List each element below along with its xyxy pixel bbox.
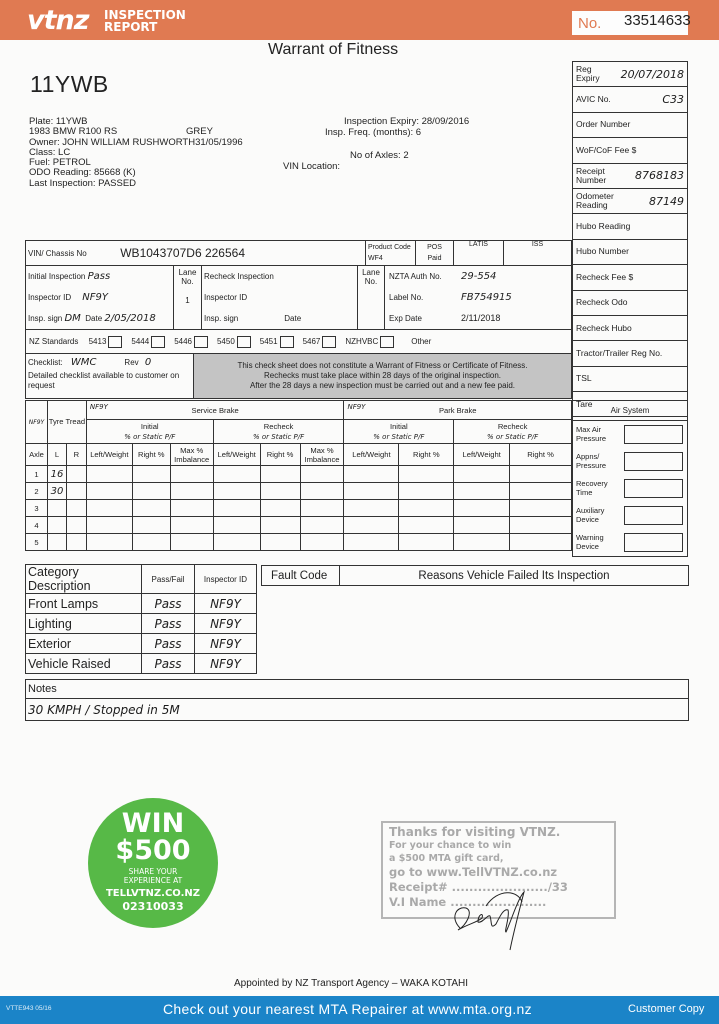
vehicle-info bbox=[29, 117, 243, 189]
odo-reading: ODO Reading: 85668 (K) bbox=[29, 167, 136, 179]
air-system-label: Auxiliary Device bbox=[576, 506, 605, 524]
brake-value-cell bbox=[344, 483, 399, 500]
checklist-label: Checklist: bbox=[28, 358, 63, 367]
fault-reasons-header: Reasons Vehicle Failed Its Inspection bbox=[340, 566, 689, 586]
brake-inspector-corner: NF9Y bbox=[26, 401, 48, 444]
standard-label: 5450 bbox=[216, 336, 235, 346]
right-panel-label: Odometer Reading bbox=[573, 188, 618, 213]
standard-label: 5446 bbox=[174, 336, 192, 346]
right-panel-row bbox=[573, 87, 688, 112]
tread-left: 30 bbox=[47, 483, 66, 500]
fault-table bbox=[261, 565, 689, 586]
axle-number: 4 bbox=[26, 517, 48, 534]
inspection-expiry: Inspection Expiry: 28/09/2016 bbox=[344, 116, 470, 127]
checklist-cell bbox=[26, 354, 194, 399]
plate: Plate: 11YWB bbox=[29, 116, 88, 127]
initial-inspection-value: Pass bbox=[87, 271, 111, 282]
axle-row bbox=[26, 500, 572, 517]
right-panel-row bbox=[573, 62, 688, 87]
win-500-badge bbox=[88, 798, 218, 928]
standard-checkbox[interactable] bbox=[151, 336, 165, 348]
brake-value-cell bbox=[344, 466, 399, 483]
standards-table bbox=[25, 329, 572, 354]
brake-value-cell bbox=[300, 534, 344, 551]
service-recheck-imbalance-header: Max % Imbalance bbox=[300, 444, 344, 466]
brake-value-cell bbox=[132, 500, 170, 517]
category-row bbox=[26, 614, 257, 634]
fuel: Fuel: PETROL bbox=[29, 157, 91, 169]
air-system-input-box[interactable] bbox=[624, 533, 683, 552]
service-brake-label: Service Brake bbox=[191, 405, 239, 415]
right-panel-row bbox=[573, 214, 688, 239]
standard-checkbox[interactable] bbox=[237, 336, 251, 348]
product-code-label: Product Code bbox=[368, 244, 411, 251]
brake-table bbox=[25, 400, 572, 551]
rev-value: 0 bbox=[144, 357, 152, 368]
vtnz-logo: vtnz bbox=[27, 5, 89, 36]
inspector-signature bbox=[448, 878, 538, 958]
right-panel-label: Recheck Fee $ bbox=[573, 265, 688, 290]
standard-option[interactable] bbox=[303, 337, 340, 346]
standard-label: 5467 bbox=[302, 336, 321, 346]
initial-inspection-cell bbox=[26, 266, 174, 330]
right-panel-row bbox=[573, 138, 688, 163]
notice-cell bbox=[194, 354, 572, 399]
pass-fail-header: Pass/Fail bbox=[142, 565, 195, 594]
park-recheck-label: Recheck bbox=[497, 421, 528, 431]
badge-share: SHARE YOUR bbox=[128, 867, 178, 876]
brake-value-cell bbox=[86, 500, 132, 517]
lane-label: Lane No. bbox=[178, 268, 197, 286]
right-panel-label: Order Number bbox=[573, 112, 688, 137]
brake-value-cell bbox=[454, 466, 510, 483]
thanks-line-2: For your chance to win bbox=[389, 840, 512, 851]
right-panel-row bbox=[573, 239, 688, 264]
brake-value-cell bbox=[300, 466, 344, 483]
park-recheck-note: % or Static P/F bbox=[487, 432, 539, 441]
brake-value-cell bbox=[260, 517, 300, 534]
brake-value-cell bbox=[510, 500, 572, 517]
category-description: Exterior bbox=[26, 634, 142, 654]
report-number: 33514633 bbox=[624, 12, 691, 29]
tread-left bbox=[47, 534, 66, 551]
service-initial-label: Initial bbox=[140, 421, 159, 431]
right-panel-label: Recheck Odo bbox=[573, 290, 688, 315]
air-system-row bbox=[573, 529, 687, 556]
recheck-cell bbox=[202, 266, 358, 330]
brake-value-cell bbox=[170, 517, 213, 534]
vin-cell bbox=[26, 241, 366, 266]
tread-right bbox=[66, 483, 86, 500]
initial-inspection-label: Initial Inspection bbox=[28, 272, 86, 281]
standard-option[interactable] bbox=[131, 337, 168, 346]
air-system-header: Air System bbox=[573, 401, 687, 421]
brake-value-cell bbox=[510, 534, 572, 551]
category-description: Lighting bbox=[26, 614, 142, 634]
pos-cell bbox=[416, 241, 454, 266]
last-inspection: Last Inspection: PASSED bbox=[29, 177, 137, 189]
service-recheck-label: Recheck bbox=[263, 421, 294, 431]
vin-location: VIN Location: bbox=[283, 161, 341, 172]
brake-value-cell bbox=[260, 534, 300, 551]
model: 1983 BMW R100 RS bbox=[29, 126, 118, 138]
brake-value-cell bbox=[344, 534, 399, 551]
form-code: VTTE943 05/16 bbox=[6, 1005, 52, 1012]
park-initial-label: Initial bbox=[389, 421, 408, 431]
right-panel-row bbox=[573, 366, 688, 391]
standard-other-label: Other bbox=[411, 336, 432, 346]
park-initial-header bbox=[344, 420, 454, 444]
axle-number: 5 bbox=[26, 534, 48, 551]
right-panel-row bbox=[573, 341, 688, 366]
brake-value-cell bbox=[86, 517, 132, 534]
lane-cell bbox=[174, 266, 202, 330]
standard-option[interactable] bbox=[260, 337, 297, 346]
tread-left: 16 bbox=[47, 466, 66, 483]
recheck-lane-label: Lane No. bbox=[358, 266, 385, 330]
brake-value-cell bbox=[213, 517, 260, 534]
tyre-tread-header: Tyre Tread bbox=[47, 401, 86, 444]
brake-value-cell bbox=[510, 483, 572, 500]
insp-sign-label: Insp. sign bbox=[28, 314, 63, 323]
colour: GREY bbox=[186, 126, 213, 138]
report-number-box bbox=[572, 11, 691, 35]
recheck-sign-label: Insp. sign bbox=[204, 314, 239, 323]
category-result: Pass bbox=[142, 594, 195, 614]
standard-label: 5444 bbox=[131, 336, 150, 346]
thanks-line-1: Thanks for visiting VTNZ. bbox=[389, 825, 561, 839]
logo-subtitle-line2: REPORT bbox=[104, 20, 158, 34]
right-panel-value: C33 bbox=[618, 87, 688, 112]
brake-value-cell bbox=[454, 500, 510, 517]
notice-line-3: After the 28 days a new inspection must be carried out and a new fee paid. bbox=[249, 381, 516, 390]
right-panel-row bbox=[573, 290, 688, 315]
category-inspector: NF9Y bbox=[195, 654, 257, 674]
standard-option[interactable] bbox=[345, 337, 397, 346]
rev-label: Rev bbox=[124, 358, 139, 367]
thanks-line-3: a $500 MTA gift card, bbox=[389, 853, 504, 864]
tread-right bbox=[66, 517, 86, 534]
brake-value-cell bbox=[454, 517, 510, 534]
service-recheck-header bbox=[213, 420, 344, 444]
latis-cell: LATIS bbox=[454, 241, 504, 266]
brake-value-cell bbox=[132, 483, 170, 500]
product-code-cell bbox=[366, 241, 416, 266]
class: Class: LC bbox=[29, 146, 71, 158]
right-panel-label: AVIC No. bbox=[573, 87, 618, 112]
right-panel-row bbox=[573, 163, 688, 188]
air-system-label: Recovery Time bbox=[576, 479, 608, 497]
air-system-label: Max Air Pressure bbox=[576, 425, 607, 443]
iss-cell: ISS bbox=[504, 241, 572, 266]
axle-number: 2 bbox=[26, 483, 48, 500]
service-recheck-right-header: Right % bbox=[260, 444, 300, 466]
recheck-inspector-label: Inspector ID bbox=[204, 293, 248, 302]
axle-number: 3 bbox=[26, 500, 48, 517]
air-system-input-box[interactable] bbox=[624, 506, 683, 525]
brake-value-cell bbox=[86, 534, 132, 551]
right-panel-label: Tare bbox=[573, 392, 688, 417]
park-recheck-right-header: Right % bbox=[510, 444, 572, 466]
exp-date: 2/11/2018 bbox=[461, 313, 501, 323]
standards-label: NZ Standards bbox=[29, 336, 79, 346]
brake-value-cell bbox=[399, 466, 454, 483]
insp-sign: DM bbox=[64, 313, 81, 324]
notice-line-2: Rechecks must take place within 28 days of the original inspection. bbox=[263, 371, 501, 380]
park-initial-left-header: Left/Weight bbox=[344, 444, 399, 466]
standard-checkbox[interactable] bbox=[380, 336, 394, 348]
recheck-date-label: Date bbox=[284, 314, 302, 323]
right-panel-value: 20/07/2018 bbox=[618, 62, 688, 87]
standard-label: 5451 bbox=[259, 336, 278, 346]
air-system-row bbox=[573, 448, 687, 475]
label-no: FB754915 bbox=[461, 292, 512, 303]
air-system-input-box[interactable] bbox=[624, 425, 683, 444]
service-recheck-left-header: Left/Weight bbox=[213, 444, 260, 466]
vin-table bbox=[25, 240, 572, 266]
axle-row bbox=[26, 534, 572, 551]
service-initial-right-header: Right % bbox=[132, 444, 170, 466]
checklist-value: WMC bbox=[70, 357, 97, 368]
brake-value-cell bbox=[170, 500, 213, 517]
brake-value-cell bbox=[510, 517, 572, 534]
inspector-id-label: Inspector ID bbox=[28, 293, 72, 302]
page-title: Warrant of Fitness bbox=[268, 41, 399, 58]
right-panel-row bbox=[573, 112, 688, 137]
tread-left bbox=[47, 500, 66, 517]
nzta-value: 29-554 bbox=[461, 271, 497, 282]
brake-value-cell bbox=[399, 534, 454, 551]
category-inspector: NF9Y bbox=[195, 614, 257, 634]
air-system-row bbox=[573, 475, 687, 502]
service-brake-header bbox=[86, 401, 344, 420]
nzta-label: NZTA Auth No. bbox=[389, 272, 442, 281]
pos-value: Paid bbox=[427, 255, 442, 262]
air-system-label: Warning Device bbox=[576, 533, 604, 551]
standard-option[interactable] bbox=[174, 337, 211, 346]
right-panel-value: 8768183 bbox=[618, 163, 688, 188]
appointed-by: Appointed by NZ Transport Agency – WAKA KOTAHI bbox=[234, 978, 468, 989]
category-inspector-header: Inspector ID bbox=[195, 565, 257, 594]
brake-value-cell bbox=[300, 483, 344, 500]
tread-r-header: R bbox=[66, 444, 86, 466]
badge-url[interactable]: TELLVTNZ.CO.NZ bbox=[105, 888, 201, 899]
thanks-line-4: go to www.TellVTNZ.co.nz bbox=[389, 865, 558, 879]
park-brake-inspector: NF9Y bbox=[347, 403, 366, 411]
inspection-date: 2/05/2018 bbox=[104, 313, 156, 324]
category-description: Vehicle Raised bbox=[26, 654, 142, 674]
inspection-table bbox=[25, 265, 572, 330]
service-initial-note: % or Static P/F bbox=[124, 432, 176, 441]
badge-amount: $500 bbox=[115, 835, 191, 866]
air-system-label: Appns/ Pressure bbox=[576, 452, 607, 470]
right-panel-label: Tractor/Trailer Reg No. bbox=[573, 341, 688, 366]
vin-value: WB1043707D6 226564 bbox=[120, 246, 245, 260]
brake-value-cell bbox=[454, 483, 510, 500]
brake-value-cell bbox=[86, 483, 132, 500]
header-band bbox=[0, 0, 719, 40]
standard-checkbox[interactable] bbox=[322, 336, 336, 348]
tread-right bbox=[66, 466, 86, 483]
brake-value-cell bbox=[132, 534, 170, 551]
brake-value-cell bbox=[170, 534, 213, 551]
checklist-detail: Detailed checklist available to customer on request bbox=[28, 371, 180, 390]
park-recheck-header bbox=[454, 420, 572, 444]
category-row bbox=[26, 634, 257, 654]
tread-right bbox=[66, 500, 86, 517]
notes-value: 30 KMPH / Stopped in 5M bbox=[26, 699, 689, 721]
right-panel-label: TSL bbox=[573, 366, 688, 391]
right-panel-label: WoF/CoF Fee $ bbox=[573, 138, 688, 163]
standard-option[interactable] bbox=[217, 337, 254, 346]
standard-checkbox[interactable] bbox=[280, 336, 294, 348]
category-description: Front Lamps bbox=[26, 594, 142, 614]
category-row bbox=[26, 594, 257, 614]
air-system-row bbox=[573, 421, 687, 448]
badge-win: WIN bbox=[121, 808, 185, 839]
brake-value-cell bbox=[260, 483, 300, 500]
brake-value-cell bbox=[454, 534, 510, 551]
thanks-line-6: V.I Name ...................... bbox=[389, 895, 547, 909]
brake-value-cell bbox=[300, 500, 344, 517]
category-table bbox=[25, 564, 257, 674]
service-initial-imbalance-header: Max % Imbalance bbox=[170, 444, 213, 466]
right-panel-row bbox=[573, 265, 688, 290]
logo-subtitle-line1: INSPECTION bbox=[104, 8, 186, 22]
standard-label: NZHVBC bbox=[345, 336, 379, 346]
logo-subtitle bbox=[104, 9, 186, 33]
park-recheck-left-header: Left/Weight bbox=[454, 444, 510, 466]
thanks-line-5: Receipt# ....................../33 bbox=[389, 880, 568, 894]
category-row bbox=[26, 654, 257, 674]
right-panel-label: Hubo Reading bbox=[573, 214, 688, 239]
date-label: Date bbox=[85, 314, 103, 323]
footer-message[interactable]: Check out your nearest MTA Repairer at www.mta.org.nz bbox=[163, 1001, 532, 1017]
brake-value-cell bbox=[344, 500, 399, 517]
nzta-cell bbox=[385, 266, 572, 330]
right-panel-value: 87149 bbox=[618, 188, 688, 213]
service-recheck-note: % or Static P/F bbox=[253, 432, 305, 441]
category-inspector: NF9Y bbox=[195, 594, 257, 614]
product-code: WF4 bbox=[368, 255, 383, 262]
badge-experience: EXPERIENCE AT bbox=[123, 876, 183, 885]
tread-l-header: L bbox=[47, 444, 66, 466]
brake-value-cell bbox=[213, 500, 260, 517]
service-brake-inspector: NF9Y bbox=[89, 403, 108, 411]
standard-checkbox[interactable] bbox=[108, 336, 122, 348]
report-number-label: No. bbox=[578, 15, 602, 32]
owner: Owner: JOHN WILLIAM RUSHWORTH31/05/1996 bbox=[29, 136, 243, 148]
recheck-inspection-label: Recheck Inspection bbox=[204, 272, 274, 281]
inspector-id: NF9Y bbox=[82, 292, 108, 303]
brake-value-cell bbox=[300, 517, 344, 534]
park-brake-header bbox=[344, 401, 572, 420]
right-panel-label: Receipt Number bbox=[573, 163, 618, 188]
vin-label: VIN/ Chassis No bbox=[28, 248, 87, 258]
brake-value-cell bbox=[399, 483, 454, 500]
right-panel-label: Hubo Number bbox=[573, 239, 688, 264]
brake-value-cell bbox=[213, 483, 260, 500]
brake-value-cell bbox=[510, 466, 572, 483]
insp-freq: Insp. Freq. (months): 6 bbox=[325, 127, 422, 138]
park-brake-label: Park Brake bbox=[438, 405, 477, 415]
pos-label: POS bbox=[427, 244, 442, 251]
fault-code-header: Fault Code bbox=[262, 566, 340, 586]
right-panel-label: Reg Expiry bbox=[573, 62, 618, 87]
lane-value: 1 bbox=[185, 296, 190, 305]
tread-right bbox=[66, 534, 86, 551]
axle-row bbox=[26, 466, 572, 483]
badge-code: 02310033 bbox=[122, 900, 184, 913]
right-panel-row bbox=[573, 315, 688, 340]
footer-band bbox=[0, 996, 719, 1024]
category-inspector: NF9Y bbox=[195, 634, 257, 654]
tread-left bbox=[47, 517, 66, 534]
brake-value-cell bbox=[399, 517, 454, 534]
service-initial-header bbox=[86, 420, 213, 444]
plate-heading: 11YWB bbox=[30, 71, 109, 97]
standard-checkbox[interactable] bbox=[194, 336, 208, 348]
exp-date-label: Exp Date bbox=[389, 314, 422, 323]
right-panel bbox=[572, 61, 688, 417]
brake-value-cell bbox=[170, 466, 213, 483]
brake-value-cell bbox=[132, 517, 170, 534]
standard-label: 5413 bbox=[88, 336, 107, 346]
brake-value-cell bbox=[213, 466, 260, 483]
air-system-input-box[interactable] bbox=[624, 479, 683, 498]
category-result: Pass bbox=[142, 614, 195, 634]
axle-count: No of Axles: 2 bbox=[350, 150, 409, 161]
notes-table bbox=[25, 679, 689, 721]
notes-label: Notes bbox=[26, 680, 689, 699]
brake-value-cell bbox=[344, 517, 399, 534]
axle-row bbox=[26, 517, 572, 534]
brake-value-cell bbox=[213, 534, 260, 551]
park-initial-note: % or Static P/F bbox=[373, 432, 425, 441]
right-panel-row bbox=[573, 188, 688, 213]
air-system-panel bbox=[572, 400, 688, 557]
standards-row bbox=[26, 330, 572, 354]
brake-value-cell bbox=[86, 466, 132, 483]
category-result: Pass bbox=[142, 654, 195, 674]
service-initial-left-header: Left/Weight bbox=[86, 444, 132, 466]
axle-header: Axle bbox=[26, 444, 48, 466]
axle-row bbox=[26, 483, 572, 500]
label-no-label: Label No. bbox=[389, 293, 424, 302]
notice-line-1: This check sheet does not constitute a Warrant of Fitness or Certificate of Fitness. bbox=[237, 361, 528, 370]
category-result: Pass bbox=[142, 634, 195, 654]
axle-number: 1 bbox=[26, 466, 48, 483]
air-system-row bbox=[573, 502, 687, 529]
category-header: Category Description bbox=[26, 565, 142, 594]
customer-copy: Customer Copy bbox=[628, 1003, 705, 1015]
brake-value-cell bbox=[399, 500, 454, 517]
air-system-input-box[interactable] bbox=[624, 452, 683, 471]
park-initial-right-header: Right % bbox=[399, 444, 454, 466]
brake-value-cell bbox=[132, 466, 170, 483]
standard-option[interactable] bbox=[89, 337, 126, 346]
brake-value-cell bbox=[170, 483, 213, 500]
checklist-table bbox=[25, 353, 572, 399]
brake-value-cell bbox=[260, 500, 300, 517]
brake-value-cell bbox=[260, 466, 300, 483]
right-panel-label: Recheck Hubo bbox=[573, 315, 688, 340]
